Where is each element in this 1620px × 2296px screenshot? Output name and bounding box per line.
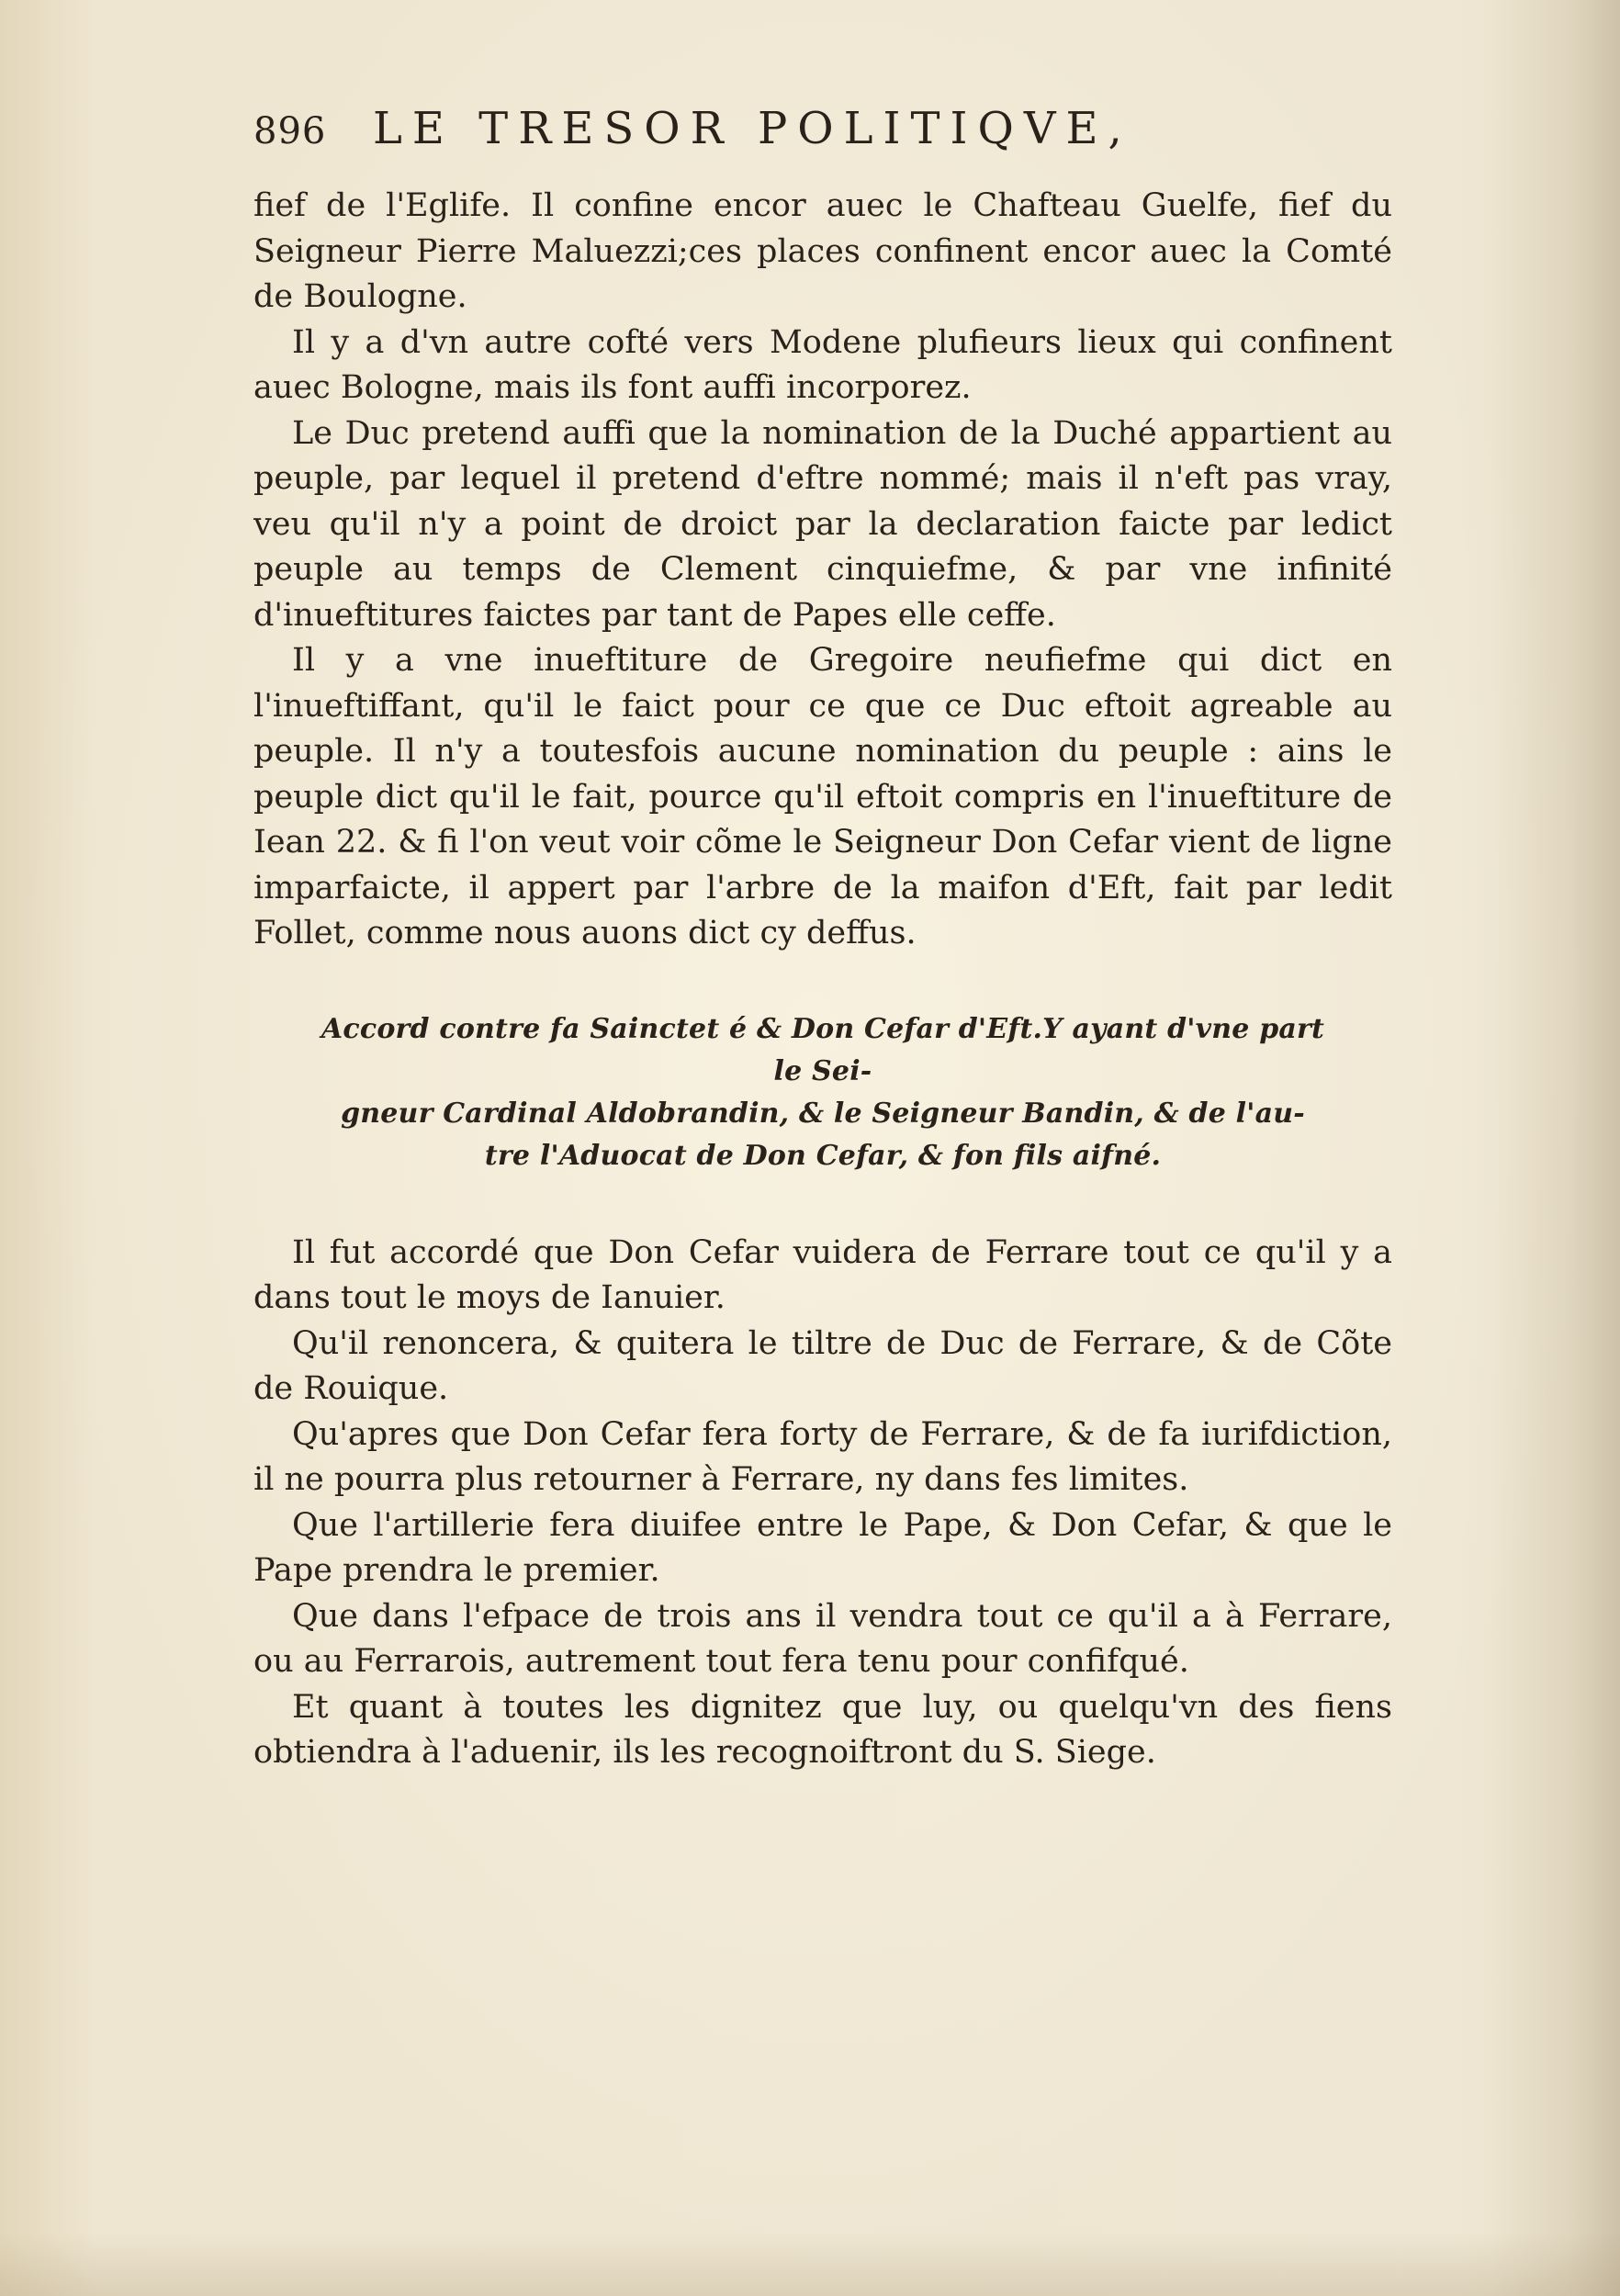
body-paragraph: Et quant à toutes les dignitez que luy, ou quelqu'vn des fiens obtiendra à l'aduenir, ils les recognoiftront du S. Siege. — [253, 1688, 1392, 1771]
running-title: LE TRESOR POLITIQVE, — [373, 103, 1132, 154]
section-heading-line: tre l'Aduocat de Don Cefar, & fon fils aifné. — [484, 1139, 1162, 1172]
section-heading-line: gneur Cardinal Aldobrandin, & le Seigneur Bandin, & de l'au- — [341, 1097, 1305, 1130]
section-heading-line: Accord contre fa Sainctet é & Don Cefar d'Eft.Y ayant d'vne part le Sei- — [321, 1012, 1325, 1087]
body-paragraph: Il fut accordé que Don Cefar vuidera de Ferrare tout ce qu'il y a dans tout le moys de Ianuier. — [253, 1233, 1392, 1316]
page-number: 896 — [253, 110, 327, 152]
text-block — [253, 103, 1392, 1776]
section-spacer — [253, 1177, 1392, 1231]
page-edge-shadow — [1491, 0, 1620, 2296]
body-paragraph: Qu'apres que Don Cefar fera forty de Ferrare, & de fa iurifdiction, il ne pourra plus retourner à Ferrare, ny dans fes limites. — [253, 1415, 1392, 1498]
page-bottom-shadow — [0, 2232, 1620, 2296]
body-paragraph: Que l'artillerie fera diuifee entre le Pape, & Don Cefar, & que le Pape prendra le premier. — [253, 1506, 1392, 1589]
body-paragraph: Que dans l'efpace de trois ans il vendra tout ce qu'il a à Ferrare, ou au Ferrarois, autrement tout fera tenu pour confifqué. — [253, 1597, 1392, 1680]
body-paragraph: fief de l'Eglife. Il confine encor auec le Chafteau Guelfe, fief du Seigneur Pierre Maluezzi;ces places confinent encor auec la Comté de Boulogne. — [253, 187, 1392, 315]
body-paragraph: Le Duc pretend auffi que la nomination de la Duché appartient au peuple, par lequel il pretend d'eftre nommé; mais il n'eft pas vray, veu qu'il n'y a point de droict par la declaration faicte par ledict peuple au temps de Clement cinquiefme, & par vne infinité d'inueftitures faictes par tant de Papes elle ceffe. — [253, 414, 1392, 634]
section-heading — [305, 1008, 1341, 1177]
body-paragraph: Qu'il renoncera, & quitera le tiltre de Duc de Ferrare, & de Cõte de Rouique. — [253, 1324, 1392, 1407]
running-head — [253, 103, 1392, 178]
body-paragraph: Il y a vne inueftiture de Gregoire neufiefme qui dict en l'inueftiffant, qu'il le faict pour ce que ce Duc eftoit agreable au peuple. Il n'y a toutesfois aucune nomination du peuple : ains le peuple dict qu'il le fait, pource qu'il eftoit compris en l'inueftiture de Iean 22. & fi l'on veut voir cõme le Seigneur Don Cefar vient de ligne imparfaicte, il appert par l'arbre de la maifon d'Eft, fait par ledit Follet, comme nous auons dict cy deffus. — [253, 642, 1392, 951]
body-paragraph: Il y a d'vn autre cofté vers Modene plufieurs lieux qui confinent auec Bologne, mais ils font auffi incorporez. — [253, 323, 1392, 406]
